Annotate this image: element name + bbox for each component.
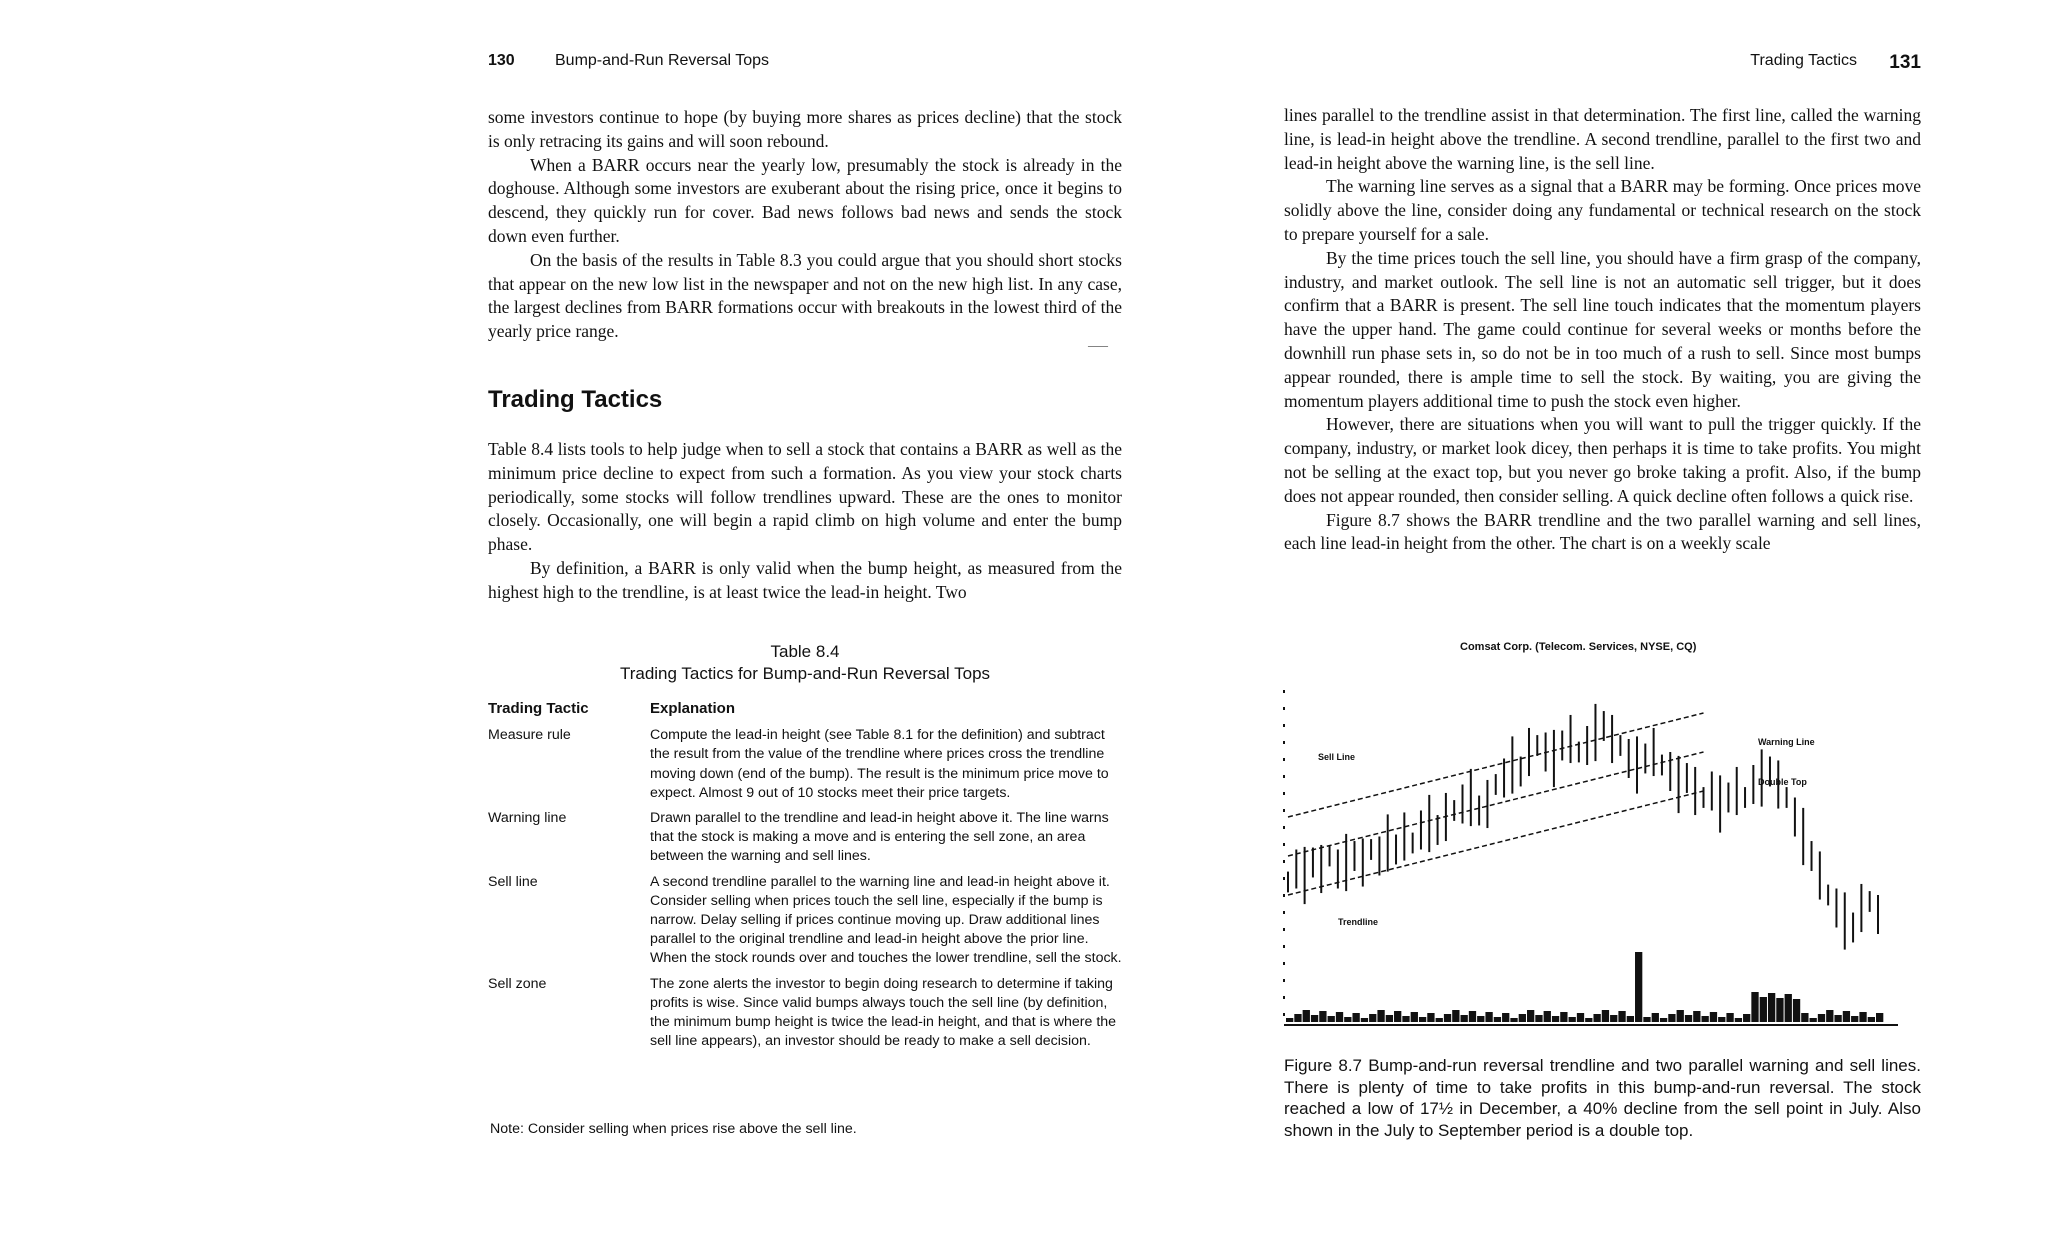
volume-bar: [1286, 1018, 1293, 1022]
explanation-cell: Drawn parallel to the trendline and lead-in height above it. The line warns that the stock is making a move and is entering the sell zone, an area between the warning and sell lines.: [650, 810, 1109, 865]
stock-chart: [1278, 660, 1930, 1045]
volume-bar: [1618, 1011, 1625, 1022]
volume-bar: [1718, 1017, 1725, 1022]
paragraph: By definition, a BARR is only valid when the bump height, as measured from the highest high to the trendline, is at least twice the lead-in height. Two: [488, 557, 1122, 602]
volume-bar: [1726, 1013, 1733, 1022]
volume-bar: [1535, 1015, 1542, 1022]
volume-bar: [1635, 952, 1642, 1022]
volume-bar: [1352, 1013, 1359, 1022]
chart-annotation: Trendline: [1338, 917, 1379, 927]
volume-bar: [1461, 1015, 1468, 1022]
volume-bar: [1868, 1017, 1875, 1022]
right-running-title: Trading Tactics: [1750, 52, 1857, 69]
right-page-number: 131: [1889, 52, 1921, 73]
figure-caption: Figure 8.7 Bump-and-run reversal trendline and two parallel warning and sell lines. There is plenty of time to take profits in this bump-and-run reversal. The stock reached a low of 17½ in December, a 40% decline from the sell point in July. Also shown in the July to September period is a double top.: [1284, 1056, 1921, 1140]
volume-bar: [1386, 1015, 1393, 1022]
chart-annotation: Warning Line: [1758, 737, 1815, 747]
sell-line: [1288, 713, 1703, 817]
volume-bar: [1660, 1018, 1667, 1022]
volume-bar: [1593, 1014, 1600, 1022]
volume-bar: [1328, 1016, 1335, 1022]
trading-tactics-table: [488, 699, 1122, 1057]
volume-bar: [1319, 1011, 1326, 1022]
volume-bar: [1402, 1016, 1409, 1022]
volume-bar: [1294, 1014, 1301, 1022]
table-title: Trading Tactics for Bump-and-Run Reversal Tops: [619, 664, 991, 683]
volume-bar: [1610, 1015, 1617, 1022]
volume-bar: [1377, 1010, 1384, 1022]
volume-bar: [1743, 1014, 1750, 1022]
paragraph: By the time prices touch the sell line, you should have a firm grasp of the company, industry, and market outlook. The sell line is not an automatic sell trigger, but it does confirm that a BARR is present. The sell line touch indicates that the momentum players have the upper hand. The game could continue for several weeks or months before the downhill run phase sets in, so do not be in too much of a rush to sell. Since most bumps appear rounded, there is ample time to sell the stock. By waiting, you are giving the momentum players additional time to push the stock even higher.: [1284, 247, 1921, 411]
left-body-text-1: [488, 106, 1122, 350]
left-running-head: [488, 52, 1122, 74]
volume-bar: [1577, 1013, 1584, 1022]
table-header-row: [488, 699, 1122, 726]
volume-bar: [1311, 1015, 1318, 1022]
volume-bar: [1668, 1014, 1675, 1022]
volume-bar: [1710, 1012, 1717, 1022]
tactic-cell: Measure rule: [488, 727, 571, 744]
right-running-head: [1284, 52, 1921, 74]
volume-bar: [1810, 1018, 1817, 1022]
volume-bar: [1793, 999, 1800, 1022]
volume-bar: [1643, 1017, 1650, 1022]
volume-bar: [1876, 1013, 1883, 1022]
volume-bar: [1436, 1018, 1443, 1022]
table-row: [488, 873, 1122, 975]
volume-bar: [1469, 1011, 1476, 1022]
section-heading: Trading Tactics: [488, 386, 663, 413]
paragraph: Figure 8.7 shows the BARR trendline and the two parallel warning and sell lines, each line lead-in height from the other. The chart is on a weekly scale: [1284, 509, 1921, 554]
volume-bar: [1652, 1013, 1659, 1022]
table-caption: [488, 641, 1122, 685]
volume-bar: [1760, 997, 1767, 1022]
volume-bar: [1785, 994, 1792, 1022]
chart-trendlines: [1288, 713, 1703, 895]
volume-bar: [1344, 1017, 1351, 1022]
volume-bar: [1303, 1010, 1310, 1022]
volume-bar: [1510, 1018, 1517, 1022]
table-row: [488, 975, 1122, 1058]
volume-bar: [1552, 1016, 1559, 1022]
volume-bar: [1776, 998, 1783, 1022]
left-running-title: Bump-and-Run Reversal Tops: [555, 52, 770, 69]
volume-bar: [1569, 1017, 1576, 1022]
volume-bar: [1369, 1014, 1376, 1022]
chart-title: Comsat Corp. (Telecom. Services, NYSE, CQ): [1460, 641, 1697, 653]
volume-bar: [1485, 1012, 1492, 1022]
volume-bar: [1677, 1010, 1684, 1022]
volume-bar: [1394, 1011, 1401, 1022]
volume-bar: [1427, 1013, 1434, 1022]
volume-bar: [1801, 1013, 1808, 1022]
volume-bar: [1818, 1014, 1825, 1022]
chart-annotation: Double Top: [1758, 777, 1807, 787]
volume-bar: [1751, 992, 1758, 1022]
left-page: [488, 0, 1122, 1246]
explanation-cell: The zone alerts the investor to begin doing research to determine if taking profits is wise. Since valid bumps always touch the sell line (by definition, the minimum bump height is twice the lead-in height, and that is where the sell line appears), an investor should be ready to make a sell decision.: [650, 975, 1117, 1050]
chart-annotations: [1318, 737, 1815, 927]
tactic-cell: Sell zone: [488, 975, 547, 992]
tactic-cell: Warning line: [488, 810, 567, 827]
paragraph: However, there are situations when you will want to pull the trigger quickly. If the company, industry, or market look dicey, then perhaps it is time to take profits. You might not be selling at the exact top, but you never go broke taking a profit. Also, if the bump does not appear rounded, then consider selling. A quick decline often follows a quick rise.: [1284, 414, 1921, 506]
volume-bar: [1452, 1010, 1459, 1022]
explanation-cell: Compute the lead-in height (see Table 8.1 for the definition) and subtract the result from the value of the trendline where prices cross the trendline moving down (end of the bump). The result is the minimum price move to expect. Almost 9 out of 10 stocks meet their price targets.: [650, 727, 1109, 801]
volume-bar: [1419, 1017, 1426, 1022]
trendline: [1288, 791, 1703, 895]
volume-bar: [1685, 1015, 1692, 1022]
volume-bar: [1361, 1018, 1368, 1022]
volume-bar: [1602, 1010, 1609, 1022]
volume-bar: [1502, 1013, 1509, 1022]
volume-bar: [1585, 1018, 1592, 1022]
paragraph: some investors continue to hope (by buying more shares as prices decline) that the stock is only retracing its gains and will soon rebound.: [488, 107, 1122, 151]
volume-bar: [1411, 1012, 1418, 1022]
tactic-cell: Sell line: [488, 873, 538, 890]
left-page-number: 130: [488, 52, 515, 69]
table-note: Note: Consider selling when prices rise above the sell line.: [490, 1121, 857, 1137]
left-body-text-2: [488, 438, 1122, 605]
volume-bar: [1544, 1011, 1551, 1022]
chart-volume-bars: [1286, 952, 1883, 1022]
volume-bar: [1826, 1010, 1833, 1022]
explanation-cell: A second trendline parallel to the warning line and lead-in height above it. Consider selling when prices touch the sell line, especially if the bump is narrow. Delay selling if prices continue moving up. Draw additional lines parallel to the original trendline and lead-in height above the prior line. When the stock rounds over and touches the lower trendline, sell the stock.: [650, 873, 1122, 967]
table-number: Table 8.4: [770, 642, 840, 661]
volume-bar: [1627, 1016, 1634, 1022]
header-trading-tactic: Trading Tactic: [488, 700, 589, 717]
right-page: [1284, 0, 1921, 1246]
volume-bar: [1519, 1014, 1526, 1022]
table-row: [488, 726, 1122, 809]
header-explanation: Explanation: [650, 700, 736, 717]
section-end-mark: ——: [1088, 340, 1108, 352]
volume-bar: [1494, 1017, 1501, 1022]
volume-bar: [1477, 1016, 1484, 1022]
volume-bar: [1768, 993, 1775, 1022]
chart-annotation: Sell Line: [1318, 752, 1356, 762]
volume-bar: [1834, 1015, 1841, 1022]
volume-bar: [1560, 1012, 1567, 1022]
paragraph: The warning line serves as a signal that a BARR may be forming. Once prices move solidly above the line, consider doing any fundamental or technical research on the stock to prepare yourself for a sale.: [1284, 176, 1921, 244]
volume-bar: [1859, 1012, 1866, 1022]
volume-bar: [1444, 1014, 1451, 1022]
paragraph: When a BARR occurs near the yearly low, presumably the stock is already in the doghouse. Although some investors are exuberant about the rising price, once it begins to descend, they quickly run for cover. Bad news follows bad news and sends the stock down even further.: [488, 154, 1122, 246]
paragraph: On the basis of the results in Table 8.3 you could argue that you should short stocks that appear on the new low list in the newspaper and not on the new high list. In any case, the largest declines from BARR formations occur with breakouts in the lowest third of the yearly price range.: [488, 249, 1122, 342]
volume-bar: [1843, 1011, 1850, 1022]
warning-line: [1288, 752, 1703, 856]
volume-bar: [1851, 1016, 1858, 1022]
paragraph: lines parallel to the trendline assist in that determination. The first line, called the warning line, is lead-in height above the trendline. A second trendline, parallel to the first two and lead-in height above the warning line, is the sell line.: [1284, 105, 1921, 173]
volume-bar: [1527, 1010, 1534, 1022]
volume-bar: [1735, 1018, 1742, 1022]
paragraph: Table 8.4 lists tools to help judge when to sell a stock that contains a BARR as well as the minimum price decline to expect from such a formation. As you view your stock charts periodically, some stocks will follow trendlines upward. These are the ones to monitor closely. Occasionally, one will begin a rapid climb on high volume and enter the bump phase.: [488, 439, 1122, 555]
volume-bar: [1336, 1012, 1343, 1022]
volume-bar: [1693, 1011, 1700, 1022]
table-row: [488, 809, 1122, 873]
volume-bar: [1701, 1016, 1708, 1022]
right-body-text: [1284, 104, 1921, 556]
